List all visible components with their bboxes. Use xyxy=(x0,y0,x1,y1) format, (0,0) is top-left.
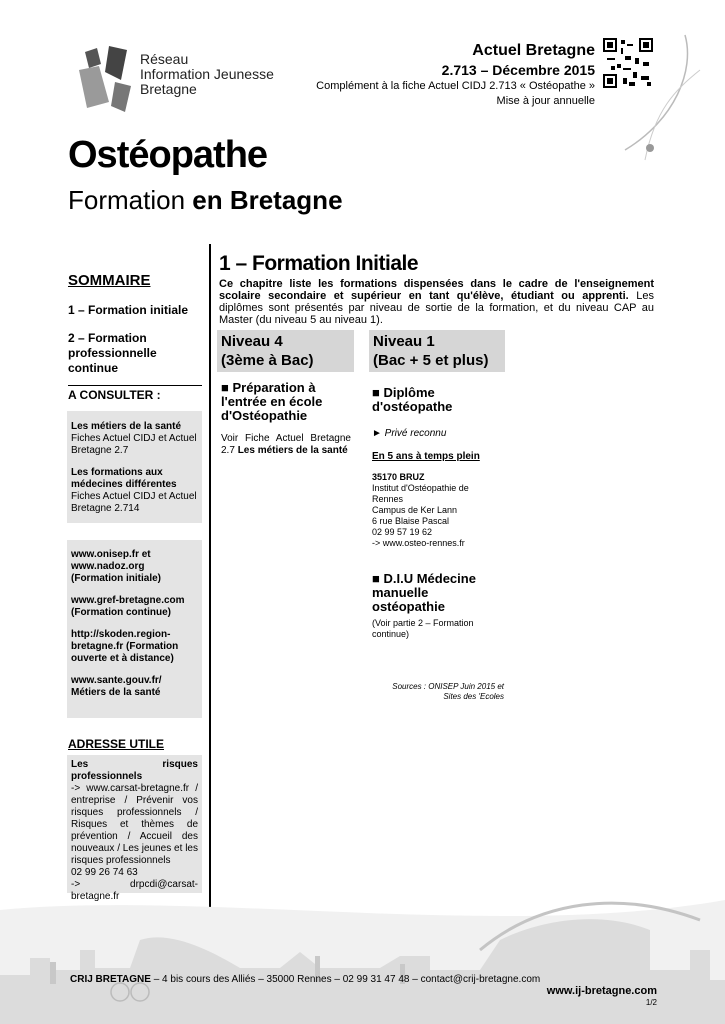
niveau-4-line-2: (3ème à Bac) xyxy=(221,352,314,369)
adresse-box xyxy=(67,755,202,902)
page-subtitle xyxy=(68,185,343,216)
niveau-4-label xyxy=(217,330,354,372)
box1-b-title: Les formations aux médecines différentes xyxy=(71,467,177,490)
header-issue: 2.713 – Décembre 2015 xyxy=(441,62,595,78)
niveau-4-text-plain: Voir Fiche Actuel Bretagne 2.7 xyxy=(221,433,351,456)
footer-skyline-icon xyxy=(0,880,725,1024)
header-block xyxy=(265,42,595,108)
box1-b-text: Fiches Actuel CIDJ et Actuel Bretagne 2.714 xyxy=(71,491,197,514)
intro-bold: Ce chapitre liste les formations dispensées dans le cadre de l'enseignement scolaire secondaire et supérieur en tant qu'élève, étudiant ou apprenti. xyxy=(219,278,654,302)
school-web[interactable]: -> www.osteo-rennes.fr xyxy=(372,538,465,548)
header-update: Mise à jour annuelle xyxy=(496,95,595,107)
box3-phone: 02 99 26 74 63 xyxy=(71,867,138,878)
decorative-swirl-icon xyxy=(615,30,705,170)
school-name: Institut d'Ostéopathie de Rennes xyxy=(372,483,469,504)
niveau-4-text xyxy=(221,433,351,457)
school-address-2: 6 rue Blaise Pascal xyxy=(372,516,450,526)
footer-org: CRIJ BRETAGNE xyxy=(70,974,151,985)
diu-note: (Voir partie 2 – Formation continue) xyxy=(372,618,474,639)
logo-line-1: Réseau xyxy=(140,51,189,67)
page-title: Ostéopathe xyxy=(68,134,268,176)
header-complement: Complément à la fiche Actuel CIDJ 2.713 « Ostéopathe » xyxy=(316,80,595,92)
section-intro xyxy=(219,278,654,326)
box3-title: Les risques professionnels xyxy=(71,759,198,782)
niveau-1-heading-1: ■ Diplôme d'ostéopathe xyxy=(372,385,453,414)
box3-text[interactable]: -> www.carsat-bretagne.fr / entreprise / Prévenir vos risques professionnels / Risques et thèmes de prévention / Accueil des nouveaux / Les jeunes et les risques professionnels xyxy=(71,783,198,866)
niveau-1-line-1: Niveau 1 xyxy=(373,333,435,350)
footer-contact xyxy=(70,974,540,985)
consulter-box-1 xyxy=(67,411,202,523)
footer-url[interactable]: www.ij-bretagne.com xyxy=(546,985,657,997)
niveau-1-heading-2: ■ D.I.U Médecine manuelle ostéopathie xyxy=(372,571,476,614)
column-divider xyxy=(209,244,211,959)
link-skoden[interactable]: http://skoden.region-bretagne.fr (Formation ouverte et à distance) xyxy=(71,629,179,664)
page-number: 1/2 xyxy=(645,998,657,1007)
school-phone: 02 99 57 19 62 xyxy=(372,527,433,537)
footer-address: – 4 bis cours des Alliés – 35000 Rennes – 02 99 31 47 48 – contact@crij-bretagne.com xyxy=(150,974,541,985)
sommaire-item-2[interactable]: 2 – Formation professionnelle continue xyxy=(68,331,157,375)
logo-line-3: Bretagne xyxy=(140,81,197,97)
niveau-4-text-bold: Les métiers de la santé xyxy=(237,445,348,456)
school-address-1: Campus de Ker Lann xyxy=(372,505,458,515)
subtitle-bold: en Bretagne xyxy=(192,185,343,215)
logo-text xyxy=(140,52,274,97)
subtitle-plain: Formation xyxy=(68,185,193,215)
box1-a-text: Fiches Actuel CIDJ et Actuel Bretagne 2.7 xyxy=(71,433,197,456)
header-title: Actuel Bretagne xyxy=(472,42,595,59)
school-block xyxy=(372,472,492,549)
sommaire-item-1[interactable]: 1 – Formation initiale xyxy=(68,303,189,317)
link-onisep[interactable]: www.onisep.fr et www.nadoz.org (Formation initiale) xyxy=(71,549,161,584)
intro-plain: Les diplômes sont présentés par niveau de sortie de la formation, et du niveau CAP au Master (du niveau 5 au niveau 1). xyxy=(219,290,654,326)
section-title: 1 – Formation Initiale xyxy=(219,252,419,275)
niveau-1-line-2: (Bac + 5 et plus) xyxy=(373,352,489,369)
logo-line-2: Information Jeunesse xyxy=(140,66,274,82)
niveau-4-heading: ■ Préparation à l'entrée en école d'Ostéopathie xyxy=(221,380,323,423)
link-sante[interactable]: www.sante.gouv.fr/ Métiers de la santé xyxy=(71,675,162,698)
consulter-box-2 xyxy=(67,540,202,718)
box3-email[interactable]: -> drpcdi@carsat-bretagne.fr xyxy=(71,879,198,902)
box1-a-title: Les métiers de la santé xyxy=(71,421,182,432)
sources xyxy=(360,682,504,702)
adresse-title: ADRESSE UTILE xyxy=(68,737,165,751)
prive-reconnu: ► Privé reconnu xyxy=(372,428,447,439)
niveau-4-line-1: Niveau 4 xyxy=(221,333,283,350)
sommaire-title: SOMMAIRE xyxy=(68,272,151,289)
sources-line-1: Sources : ONISEP Juin 2015 et xyxy=(392,682,504,691)
link-gref[interactable]: www.gref-bretagne.com (Formation continue) xyxy=(71,595,185,618)
duree: En 5 ans à temps plein xyxy=(372,451,480,462)
sources-line-2: Sites des 'Ecoles xyxy=(443,692,504,701)
rij-logo-icon xyxy=(75,42,137,114)
niveau-1-label xyxy=(369,330,505,372)
school-city: 35170 BRUZ xyxy=(372,472,425,482)
consulter-title: A CONSULTER : xyxy=(68,385,202,402)
